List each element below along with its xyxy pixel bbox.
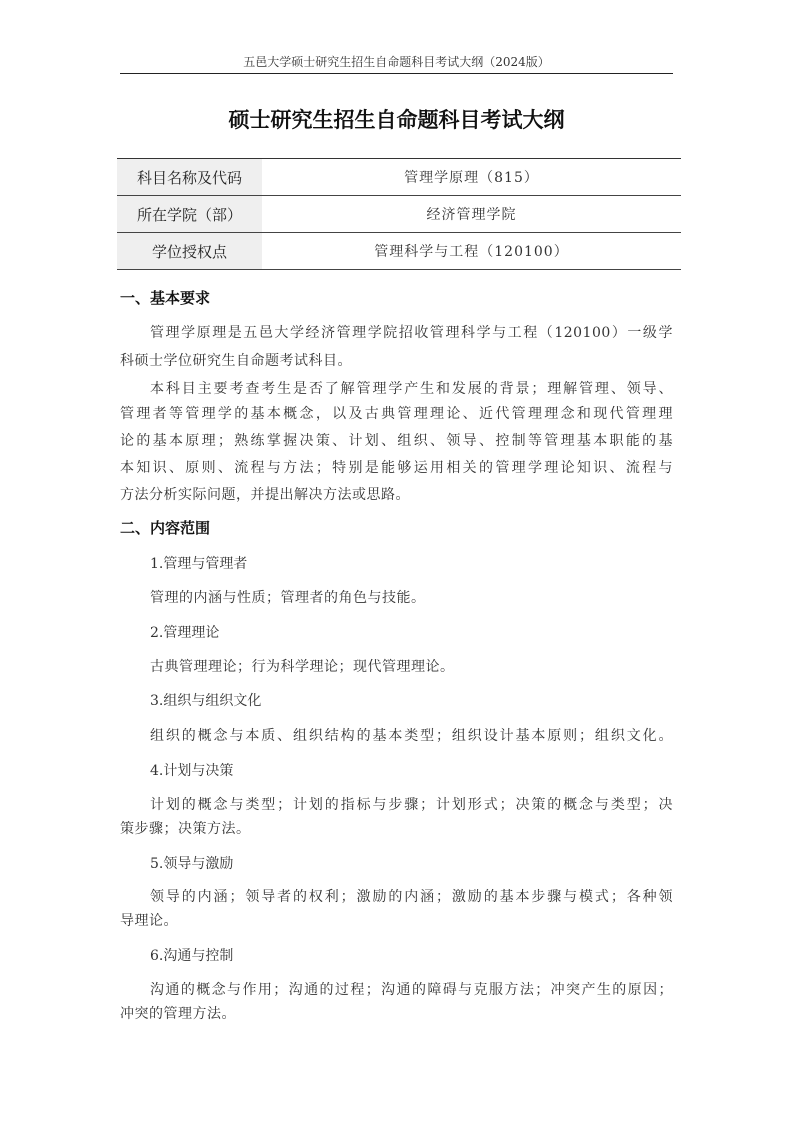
row-label: 科目名称及代码 bbox=[117, 159, 262, 195]
item-line: 冲突的管理方法。 bbox=[120, 1006, 236, 1022]
paragraph-line: 管理者等管理学的基本概念，以及古典管理理论、近代管理理念和现代管理理 bbox=[120, 406, 673, 422]
section-heading: 二、内容范围 bbox=[120, 519, 211, 537]
paragraph-line: 科硕士学位研究生自命题考试科目。 bbox=[120, 353, 352, 369]
row-label: 所在学院（部） bbox=[117, 196, 262, 232]
item-line: 管理的内涵与性质；管理者的角色与技能。 bbox=[150, 590, 426, 606]
row-label: 学位授权点 bbox=[117, 233, 262, 269]
item-title: 1.管理与管理者 bbox=[150, 556, 248, 572]
table-row bbox=[117, 196, 681, 233]
row-value: 管理科学与工程（120100） bbox=[374, 244, 569, 260]
item-line: 导理论。 bbox=[120, 913, 178, 929]
table-row bbox=[117, 233, 681, 270]
item-line: 组织的概念与本质、组织结构的基本类型；组织设计基本原则；组织文化。 bbox=[150, 728, 673, 744]
item-title: 4.计划与决策 bbox=[150, 763, 234, 779]
paragraph-line: 本知识、原则、流程与方法；特别是能够运用相关的管理学理论知识、流程与 bbox=[120, 460, 673, 476]
paragraph-line: 本科目主要考查考生是否了解管理学产生和发展的背景；理解管理、领导、 bbox=[150, 381, 673, 397]
page-header: 五邑大学硕士研究生招生自命题科目考试大纲（2024版） bbox=[243, 55, 550, 69]
paragraph-line: 方法分析实际问题，并提出解决方法或思路。 bbox=[120, 487, 410, 503]
item-title: 6.沟通与控制 bbox=[150, 948, 234, 964]
item-line: 计划的概念与类型；计划的指标与步骤；计划形式；决策的概念与类型；决 bbox=[150, 797, 673, 813]
row-value: 经济管理学院 bbox=[426, 207, 517, 223]
paragraph-line: 论的基本原理；熟练掌握决策、计划、组织、领导、控制等管理基本职能的基 bbox=[120, 433, 673, 449]
item-title: 2.管理理论 bbox=[150, 625, 220, 641]
document-title: 硕士研究生招生自命题科目考试大纲 bbox=[228, 108, 565, 132]
info-table bbox=[117, 158, 681, 270]
item-title: 5.领导与激励 bbox=[150, 856, 234, 872]
item-line: 策步骤；决策方法。 bbox=[120, 821, 251, 837]
item-line: 古典管理理论；行为科学理论；现代管理理论。 bbox=[150, 659, 455, 675]
header-rule bbox=[120, 73, 673, 74]
paragraph-line: 管理学原理是五邑大学经济管理学院招收管理科学与工程（120100）一级学 bbox=[150, 325, 673, 341]
row-value: 管理学原理（815） bbox=[404, 170, 539, 186]
item-line: 领导的内涵；领导者的权利；激励的内涵；激励的基本步骤与模式；各种领 bbox=[150, 889, 673, 905]
item-line: 沟通的概念与作用；沟通的过程；沟通的障碍与克服方法；冲突产生的原因； bbox=[150, 982, 673, 998]
item-title: 3.组织与组织文化 bbox=[150, 693, 262, 709]
section-heading: 一、基本要求 bbox=[120, 289, 211, 307]
table-row bbox=[117, 159, 681, 196]
